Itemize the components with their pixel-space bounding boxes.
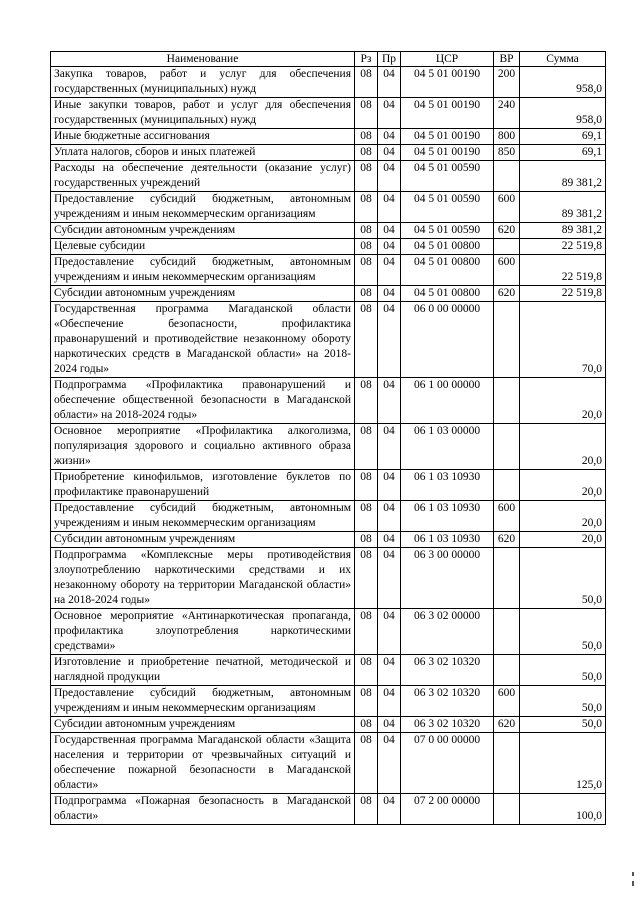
table-row (51, 470, 606, 501)
cell-pr: 04 (378, 548, 401, 609)
cell-rz: 08 (355, 532, 378, 548)
cell-vr (494, 161, 520, 192)
cell-name: Закупка товаров, работ и услуг для обеспечения государственных (муниципальных) нужд (51, 67, 355, 98)
cell-vr (494, 548, 520, 609)
cell-csr: 06 3 02 10320 (401, 686, 494, 717)
table-row (51, 686, 606, 717)
cell-pr: 04 (378, 655, 401, 686)
budget-table (50, 51, 606, 825)
cell-sum: 50,0 (520, 548, 606, 609)
cell-rz: 08 (355, 470, 378, 501)
cell-name: Предоставление субсидий бюджетным, автономным учреждениям и иным некоммерческим организациям (51, 255, 355, 286)
cell-name: Целевые субсидии (51, 239, 355, 255)
cell-pr: 04 (378, 686, 401, 717)
cell-vr (494, 424, 520, 470)
cell-name: Подпрограмма «Комплексные меры противодействия злоупотреблению наркотическими средствами и их незаконному обороту на территории Магаданской области» на 2018-2024 годы» (51, 548, 355, 609)
cell-name: Подпрограмма «Пожарная безопасность в Магаданской области» (51, 794, 355, 825)
cell-pr: 04 (378, 286, 401, 302)
cell-rz: 08 (355, 378, 378, 424)
cell-csr: 06 3 02 10320 (401, 717, 494, 733)
table-row (51, 286, 606, 302)
table-body (51, 67, 606, 825)
header-sum: Сумма (520, 52, 606, 67)
cell-sum: 22 519,8 (520, 239, 606, 255)
cell-name: Приобретение кинофильмов, изготовление буклетов по профилактике правонарушений (51, 470, 355, 501)
cell-rz: 08 (355, 161, 378, 192)
cell-pr: 04 (378, 145, 401, 161)
cell-pr: 04 (378, 223, 401, 239)
cell-sum: 69,1 (520, 129, 606, 145)
table-row (51, 655, 606, 686)
cell-rz: 08 (355, 501, 378, 532)
cell-rz: 08 (355, 286, 378, 302)
cell-rz: 08 (355, 145, 378, 161)
cell-vr: 850 (494, 145, 520, 161)
cell-sum: 958,0 (520, 98, 606, 129)
table-row (51, 378, 606, 424)
header-name: Наименование (51, 52, 355, 67)
cell-vr: 600 (494, 501, 520, 532)
cell-sum: 20,0 (520, 378, 606, 424)
cell-csr: 06 3 02 00000 (401, 609, 494, 655)
cell-name: Изготовление и приобретение печатной, методической и наглядной продукции (51, 655, 355, 686)
cell-pr: 04 (378, 609, 401, 655)
table-row (51, 67, 606, 98)
cell-csr: 04 5 01 00190 (401, 98, 494, 129)
cell-rz: 08 (355, 609, 378, 655)
cell-name: Предоставление субсидий бюджетным, автономным учреждениям и иным некоммерческим организациям (51, 686, 355, 717)
cell-rz: 08 (355, 302, 378, 378)
cell-rz: 08 (355, 655, 378, 686)
table-row (51, 129, 606, 145)
cell-name: Предоставление субсидий бюджетным, автономным учреждениям и иным некоммерческим организациям (51, 501, 355, 532)
cell-rz: 08 (355, 239, 378, 255)
cell-pr: 04 (378, 98, 401, 129)
cell-pr: 04 (378, 733, 401, 794)
header-rz: Рз (355, 52, 378, 67)
cell-sum: 89 381,2 (520, 223, 606, 239)
cell-csr: 04 5 01 00800 (401, 239, 494, 255)
cell-name: Государственная программа Магаданской области «Защита населения и территории от чрезвычайных ситуаций и обеспечение пожарной безопасности в Магаданской области» (51, 733, 355, 794)
cell-rz: 08 (355, 686, 378, 717)
cell-rz: 08 (355, 548, 378, 609)
cell-rz: 08 (355, 794, 378, 825)
cell-pr: 04 (378, 67, 401, 98)
cell-vr: 600 (494, 255, 520, 286)
cell-sum: 50,0 (520, 717, 606, 733)
cell-vr (494, 239, 520, 255)
cell-pr: 04 (378, 255, 401, 286)
cell-name: Уплата налогов, сборов и иных платежей (51, 145, 355, 161)
cell-vr: 620 (494, 717, 520, 733)
cell-csr: 06 1 03 10930 (401, 501, 494, 532)
cell-pr: 04 (378, 192, 401, 223)
cell-pr: 04 (378, 161, 401, 192)
cell-pr: 04 (378, 239, 401, 255)
cell-vr: 620 (494, 286, 520, 302)
table-row (51, 424, 606, 470)
cell-csr: 06 0 00 00000 (401, 302, 494, 378)
header-pr: Пр (378, 52, 401, 67)
cell-sum: 70,0 (520, 302, 606, 378)
cell-sum: 958,0 (520, 67, 606, 98)
cell-csr: 04 5 01 00190 (401, 129, 494, 145)
cell-rz: 08 (355, 733, 378, 794)
cell-pr: 04 (378, 470, 401, 501)
cell-sum: 89 381,2 (520, 192, 606, 223)
cell-pr: 04 (378, 717, 401, 733)
cell-sum: 22 519,8 (520, 286, 606, 302)
cell-name: Субсидии автономным учреждениям (51, 286, 355, 302)
cell-vr (494, 794, 520, 825)
cell-vr (494, 609, 520, 655)
cell-name: Иные бюджетные ассигнования (51, 129, 355, 145)
cell-csr: 04 5 01 00590 (401, 223, 494, 239)
cell-csr: 06 3 02 10320 (401, 655, 494, 686)
cell-pr: 04 (378, 302, 401, 378)
cell-name: Подпрограмма «Профилактика правонарушений и обеспечение общественной безопасности в Магаданской области» на 2018-2024 годы» (51, 378, 355, 424)
cell-csr: 06 1 00 00000 (401, 378, 494, 424)
cell-sum: 69,1 (520, 145, 606, 161)
cell-csr: 06 3 00 00000 (401, 548, 494, 609)
cell-rz: 08 (355, 129, 378, 145)
cell-sum: 50,0 (520, 686, 606, 717)
table-row (51, 302, 606, 378)
table-row (51, 161, 606, 192)
cell-sum: 89 381,2 (520, 161, 606, 192)
table-row (51, 239, 606, 255)
cell-name: Предоставление субсидий бюджетным, автономным учреждениям и иным некоммерческим организациям (51, 192, 355, 223)
cell-sum: 50,0 (520, 609, 606, 655)
cell-sum: 22 519,8 (520, 255, 606, 286)
cell-csr: 04 5 01 00190 (401, 67, 494, 98)
table-row (51, 255, 606, 286)
edge-mark (632, 881, 634, 886)
cell-csr: 04 5 01 00800 (401, 286, 494, 302)
cell-pr: 04 (378, 532, 401, 548)
cell-sum: 50,0 (520, 655, 606, 686)
table-row (51, 548, 606, 609)
cell-name: Субсидии автономным учреждениям (51, 223, 355, 239)
cell-vr: 620 (494, 223, 520, 239)
cell-rz: 08 (355, 424, 378, 470)
cell-sum: 20,0 (520, 424, 606, 470)
cell-name: Государственная программа Магаданской области «Обеспечение безопасности, профилактика правонарушений и противодействие незаконному обороту наркотических средств в Магаданской области» на 2018-2024 годы» (51, 302, 355, 378)
cell-csr: 04 5 01 00800 (401, 255, 494, 286)
cell-sum: 125,0 (520, 733, 606, 794)
table-row (51, 192, 606, 223)
cell-rz: 08 (355, 98, 378, 129)
cell-sum: 20,0 (520, 501, 606, 532)
cell-csr: 04 5 01 00590 (401, 192, 494, 223)
cell-csr: 04 5 01 00590 (401, 161, 494, 192)
cell-csr: 06 1 03 00000 (401, 424, 494, 470)
cell-vr (494, 655, 520, 686)
cell-pr: 04 (378, 129, 401, 145)
table-row (51, 733, 606, 794)
cell-rz: 08 (355, 255, 378, 286)
table-row (51, 532, 606, 548)
table-row (51, 501, 606, 532)
cell-pr: 04 (378, 424, 401, 470)
cell-csr: 04 5 01 00190 (401, 145, 494, 161)
cell-vr (494, 378, 520, 424)
cell-name: Субсидии автономным учреждениям (51, 717, 355, 733)
cell-sum: 20,0 (520, 532, 606, 548)
header-csr: ЦСР (401, 52, 494, 67)
table-row (51, 223, 606, 239)
cell-pr: 04 (378, 501, 401, 532)
table-header-row (51, 52, 606, 67)
cell-vr (494, 733, 520, 794)
cell-pr: 04 (378, 378, 401, 424)
cell-vr: 240 (494, 98, 520, 129)
cell-vr: 800 (494, 129, 520, 145)
table-row (51, 145, 606, 161)
table-row (51, 794, 606, 825)
table-row (51, 609, 606, 655)
cell-name: Основное мероприятие «Профилактика алкоголизма, популяризация здорового и социально активного образа жизни» (51, 424, 355, 470)
cell-csr: 07 0 00 00000 (401, 733, 494, 794)
cell-name: Основное мероприятие «Антинаркотическая пропаганда, профилактика злоупотребления наркотическими средствами» (51, 609, 355, 655)
cell-pr: 04 (378, 794, 401, 825)
cell-vr: 600 (494, 192, 520, 223)
cell-name: Иные закупки товаров, работ и услуг для обеспечения государственных (муниципальных) нужд (51, 98, 355, 129)
cell-name: Расходы на обеспечение деятельности (оказание услуг) государственных учреждений (51, 161, 355, 192)
cell-rz: 08 (355, 192, 378, 223)
cell-csr: 06 1 03 10930 (401, 470, 494, 501)
table-row (51, 98, 606, 129)
cell-vr: 620 (494, 532, 520, 548)
cell-csr: 07 2 00 00000 (401, 794, 494, 825)
cell-rz: 08 (355, 223, 378, 239)
cell-rz: 08 (355, 67, 378, 98)
edge-mark (632, 872, 634, 876)
cell-sum: 100,0 (520, 794, 606, 825)
cell-vr: 600 (494, 686, 520, 717)
cell-sum: 20,0 (520, 470, 606, 501)
cell-vr (494, 302, 520, 378)
cell-name: Субсидии автономным учреждениям (51, 532, 355, 548)
cell-csr: 06 1 03 10930 (401, 532, 494, 548)
table-row (51, 717, 606, 733)
header-vr: ВР (494, 52, 520, 67)
cell-vr: 200 (494, 67, 520, 98)
cell-vr (494, 470, 520, 501)
cell-rz: 08 (355, 717, 378, 733)
